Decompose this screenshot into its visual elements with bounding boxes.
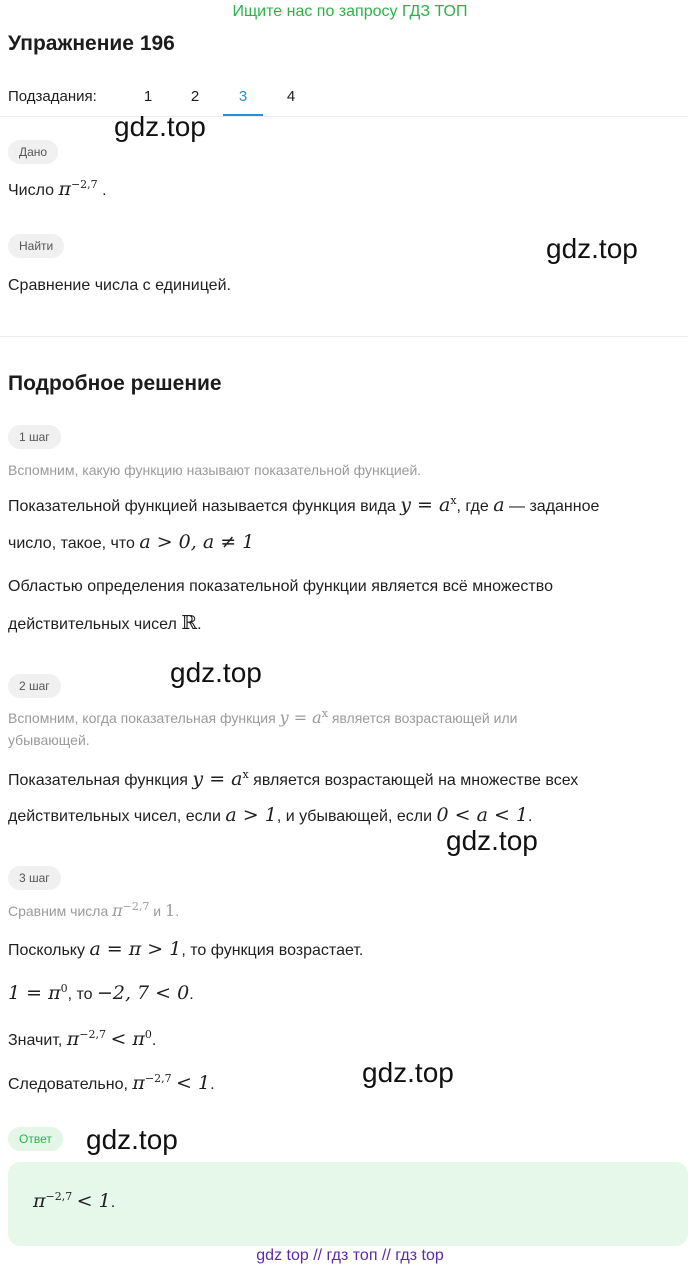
step2-condition: a > 1 [225,804,277,826]
step3-formula: a = π > 1 [89,938,182,960]
solution-title: Подробное решение [8,372,222,395]
watermark: gdz.top [86,1124,178,1155]
step1-chip-wrap [8,425,61,449]
step2-text: , и убывающей, если [276,808,433,825]
step3-exp: −2,7 [144,1072,172,1085]
step2-line2 [8,804,532,828]
step3-chip-wrap [8,866,61,890]
step2-hint-text: является возрастающей или [331,710,518,726]
step3-line1 [8,938,363,962]
given-prefix: Число [8,182,55,199]
step3-hint-text: и [153,903,162,919]
answer-chip: Ответ [8,1127,63,1151]
step3-hint [8,900,179,922]
find-chip-wrap [8,234,64,258]
answer-base: π [33,1190,46,1212]
step2-hint-exp: x [321,707,328,720]
step3-hint-text: . [175,903,180,919]
step1-text: — заданное [509,498,600,515]
given-exp: −2,7 [70,178,98,191]
step3-formula: 1 = π [8,982,61,1004]
step3-formula: < π [110,1028,145,1050]
answer-end: . [110,1194,116,1211]
tabs-divider [0,116,688,117]
watermark: gdz.top [170,657,262,688]
step1-text: . [197,616,202,633]
step3-hint-one: 1 [165,901,176,920]
given-suffix: . [102,182,107,199]
step1-var: a [493,494,505,516]
watermark: gdz.top [362,1057,454,1088]
step3-exp: 0 [144,1028,152,1041]
watermark: gdz.top [546,233,638,264]
step2-hint-formula: y = a [279,708,322,727]
step3-exp: −2,7 [79,1028,106,1041]
tab-subtask-3[interactable]: 3 [238,88,248,105]
step3-line3 [8,1028,156,1052]
step1-line2 [8,531,254,555]
step2-exp: x [242,768,249,781]
step2-chip-wrap [8,674,61,698]
step1-formula: y = a [400,494,451,516]
step3-text: Следовательно, [8,1076,128,1093]
step1-text: , где [456,498,489,515]
given-chip: Дано [8,140,58,164]
step1-text: действительных чисел [8,616,177,633]
answer-text [33,1190,115,1214]
step3-text: , то функция возрастает. [181,942,364,959]
tab-subtask-2[interactable]: 2 [190,88,200,105]
step2-hint-text: Вспомним, когда показательная функция [8,710,276,726]
step2-hint [8,707,648,751]
section-divider [0,336,688,337]
step1-line4 [8,612,202,636]
given-chip-wrap [8,140,58,164]
step2-chip: 2 шаг [8,674,61,698]
step3-hint-exp: −2,7 [122,900,150,913]
step2-text: . [528,808,533,825]
step2-text: действительных чисел, если [8,808,221,825]
step3-text: . [151,1032,157,1049]
answer-chip-wrap [8,1127,63,1151]
step2-line1 [8,768,578,792]
step3-formula: < 1 [176,1072,211,1094]
step2-formula: y = a [192,768,243,790]
given-text [8,178,107,202]
given-base: π [58,178,71,200]
step3-exp: 0 [60,982,68,995]
step2-text: Показательная функция [8,772,188,789]
step2-hint-text: убывающей. [8,732,90,748]
step3-line2 [8,982,194,1006]
step3-text: . [210,1076,215,1093]
step3-base: π [132,1072,145,1094]
tab-subtask-1[interactable]: 1 [143,88,153,105]
subtasks-label: Подзадания: [8,88,97,105]
tab-subtask-4[interactable]: 4 [286,88,296,105]
step3-text: Значит, [8,1032,63,1049]
step1-exp: x [450,494,457,507]
step3-formula: −2, 7 < 0 [96,982,190,1004]
step1-chip: 1 шаг [8,425,61,449]
watermark: gdz.top [446,825,538,856]
watermark: gdz.top [114,111,206,142]
reals-symbol: ℝ [181,612,198,634]
step1-text: число, такое, что [8,535,135,552]
find-text: Сравнение числа с единицей. [8,277,231,294]
step1-line3: Областью определения показательной функции является всё множество [8,578,553,595]
step2-text: является возрастающей на множестве всех [253,772,579,789]
answer-exp: −2,7 [45,1190,73,1203]
step3-hint-text: Сравним числа [8,903,109,919]
answer-relation: < 1 [76,1190,111,1212]
step2-condition: 0 < a < 1 [436,804,529,826]
step3-line4 [8,1072,215,1096]
step3-chip: 3 шаг [8,866,61,890]
step3-text: Поскольку [8,942,85,959]
step1-line1 [8,494,599,518]
exercise-title: Упражнение 196 [8,32,175,55]
find-chip: Найти [8,234,64,258]
step3-text: , то [67,986,93,1003]
step3-hint-base: π [112,901,123,920]
step1-condition: a > 0, a ≠ 1 [139,531,255,553]
top-banner: Ищите нас по запросу ГДЗ ТОП [232,3,468,20]
step3-base: π [66,1028,80,1050]
step1-hint: Вспомним, какую функцию называют показательной функцией. [8,462,422,478]
step1-text: Показательной функцией называется функция вида [8,498,396,515]
step3-text: . [189,986,194,1003]
footer-links[interactable]: gdz top // гдз топ // гдз top [256,1247,444,1264]
